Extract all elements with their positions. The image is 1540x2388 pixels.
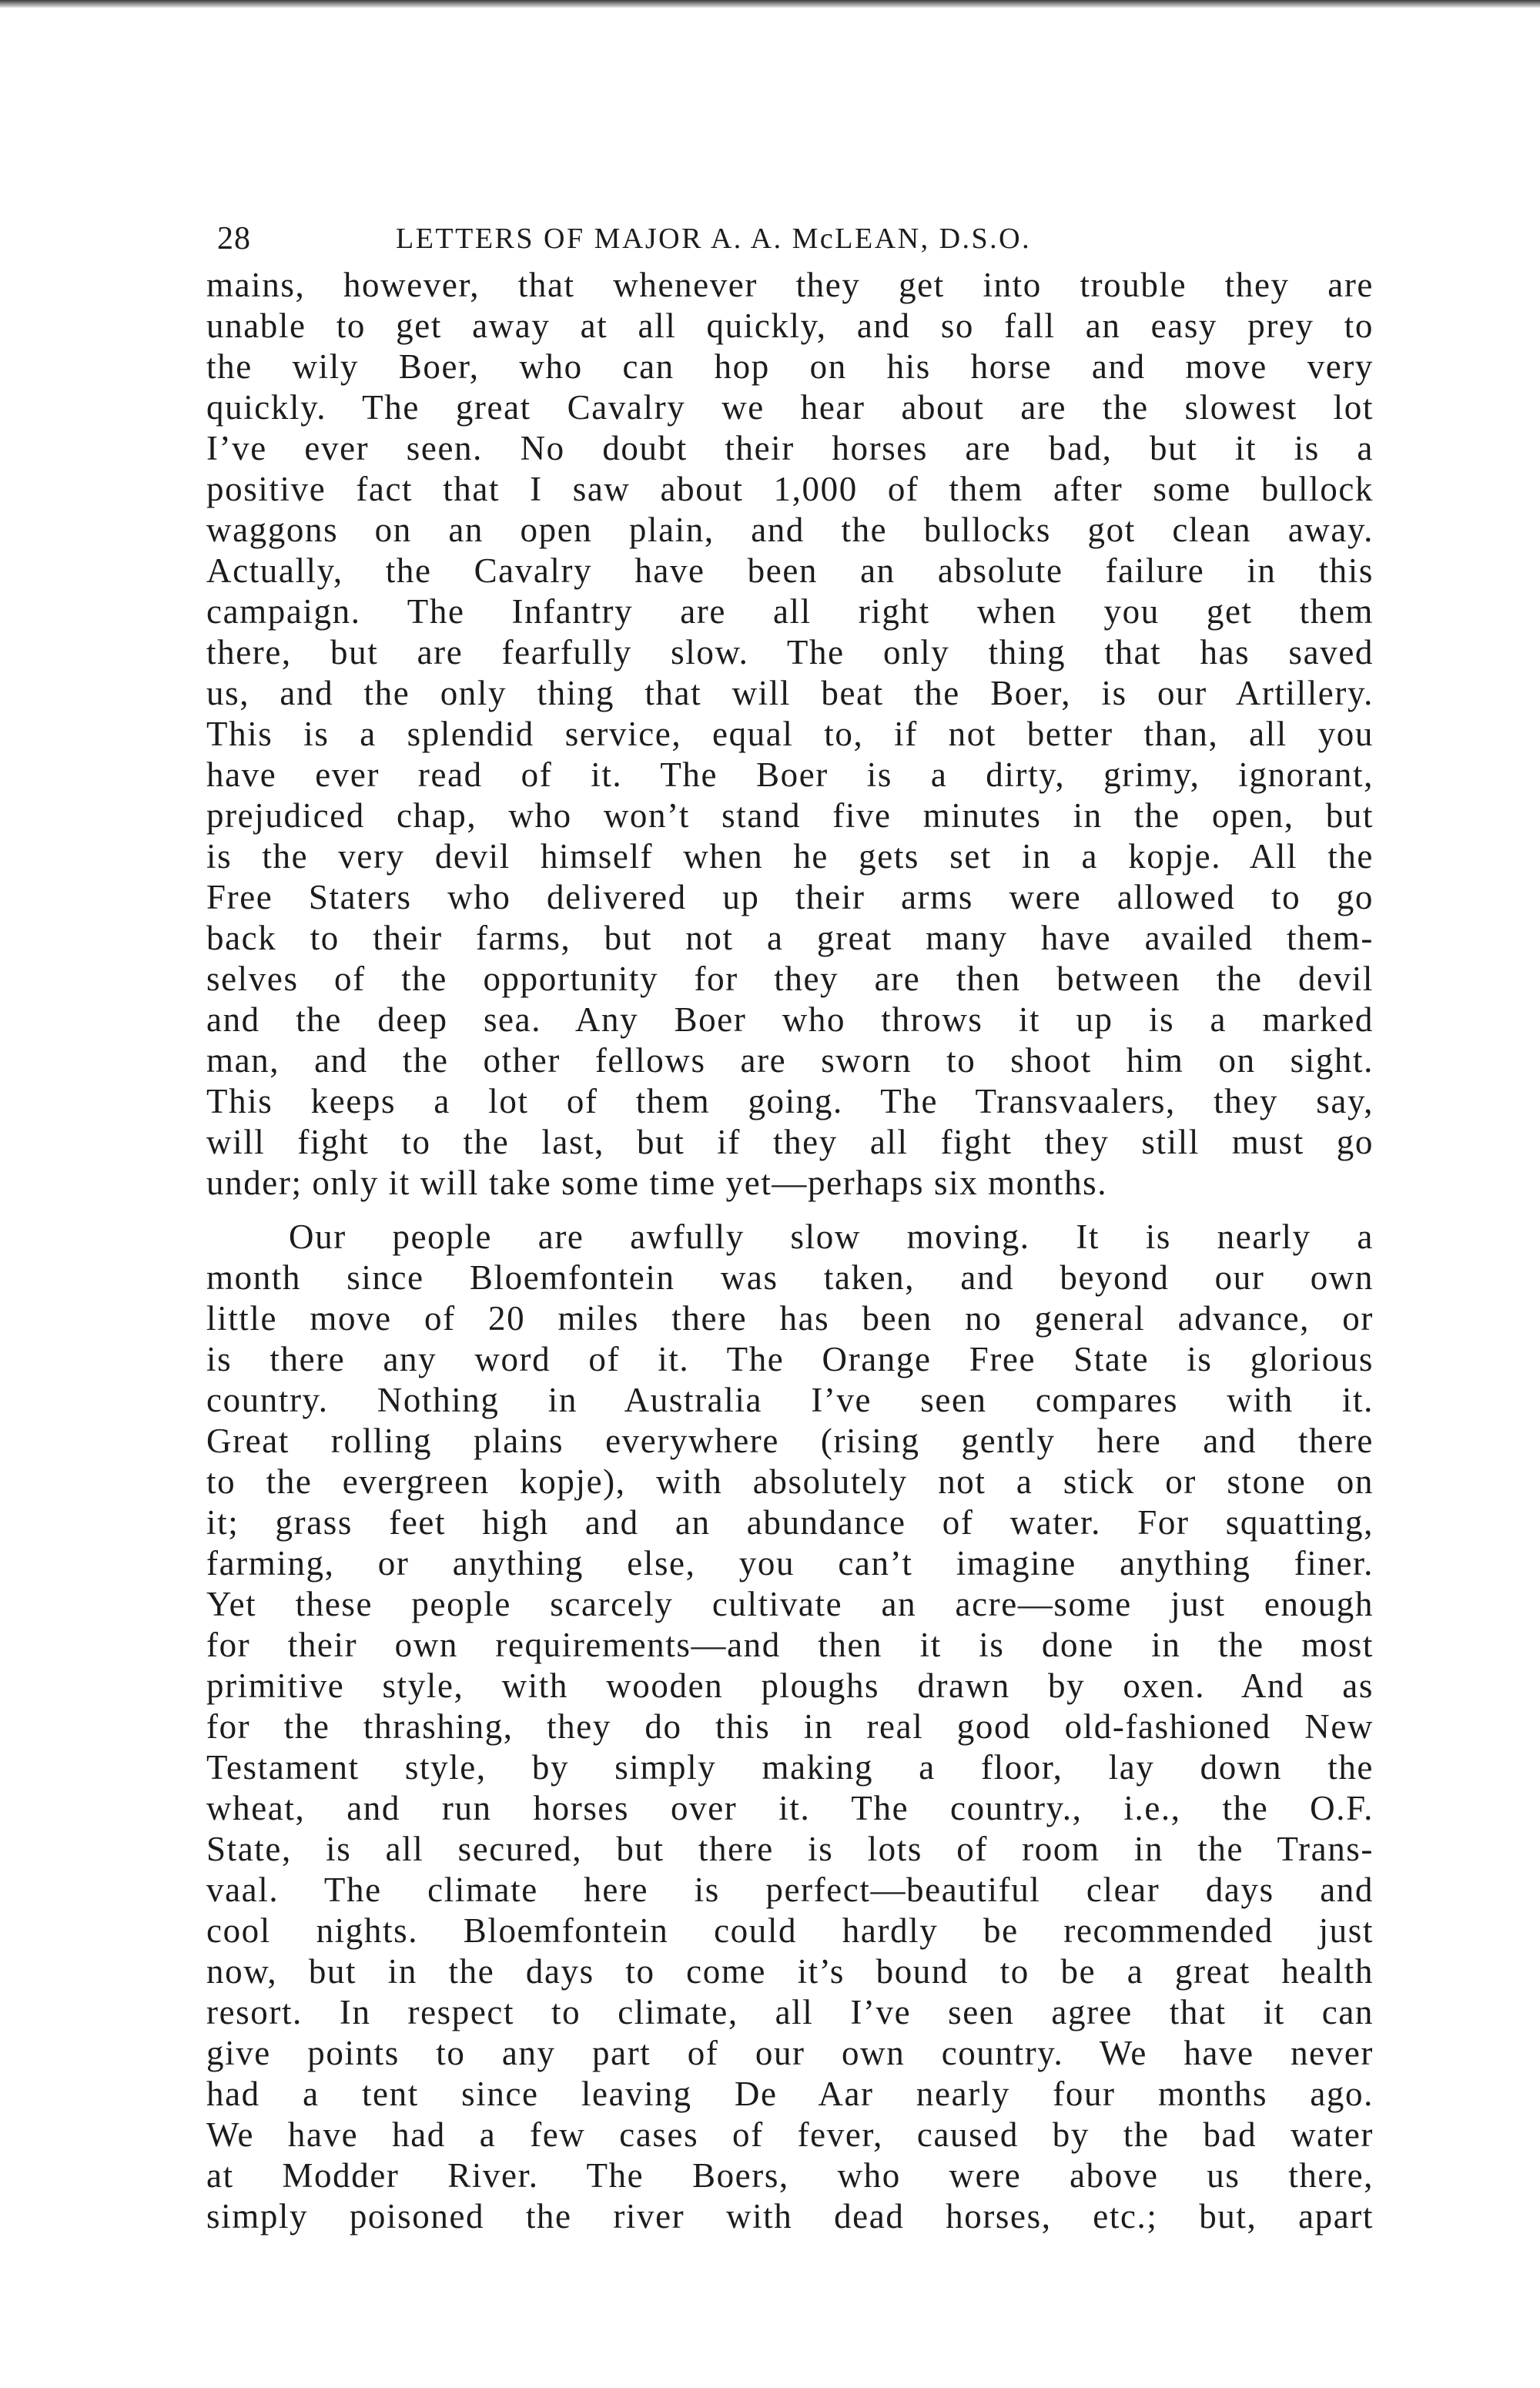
text-line: resort. In respect to climate, all I’ve seen agree that it can bbox=[206, 1993, 1374, 2031]
text-line: I’ve ever seen. No doubt their horses are bad, but it is a bbox=[206, 429, 1374, 467]
text-line: have ever read of it. The Boer is a dirty, grimy, ignorant, bbox=[206, 755, 1374, 794]
text-line: at Modder River. The Boers, who were above us there, bbox=[206, 2156, 1374, 2195]
text-line: This is a splendid service, equal to, if not better than, all you bbox=[206, 715, 1374, 753]
text-line: and the deep sea. Any Boer who throws it up is a marked bbox=[206, 1000, 1374, 1039]
text-line: had a tent since leaving De Aar nearly four months ago. bbox=[206, 2075, 1374, 2113]
text-line: prejudiced chap, who won’t stand five minutes in the open, but bbox=[206, 796, 1374, 835]
text-line: mains, however, that whenever they get into trouble they are bbox=[206, 266, 1374, 304]
paragraph-1 bbox=[206, 265, 1374, 1204]
page-number: 28 bbox=[217, 221, 251, 256]
text-line: farming, or anything else, you can’t imagine anything finer. bbox=[206, 1544, 1374, 1583]
text-line: We have had a few cases of fever, caused by the bad water bbox=[206, 2115, 1374, 2154]
text-line: Our people are awfully slow moving. It is nearly a bbox=[289, 1217, 1374, 1256]
text-line: Yet these people scarcely cultivate an acre—some just enough bbox=[206, 1585, 1374, 1623]
text-line: State, is all secured, but there is lots of room in the Trans- bbox=[206, 1830, 1374, 1868]
text-line: Testament style, by simply making a floor, lay down the bbox=[206, 1748, 1374, 1787]
text-line: selves of the opportunity for they are then between the devil bbox=[206, 960, 1374, 998]
text-line: vaal. The climate here is perfect—beautiful clear days and bbox=[206, 1871, 1374, 1909]
text-line: to the evergreen kopje), with absolutely not a stick or stone on bbox=[206, 1462, 1374, 1501]
text-line: Actually, the Cavalry have been an absolute failure in this bbox=[206, 551, 1374, 590]
running-title: LETTERS OF MAJOR A. A. McLEAN, D.S.O. bbox=[396, 223, 1032, 255]
scan-top-edge bbox=[0, 0, 1540, 8]
book-page bbox=[206, 217, 1374, 2237]
text-line: positive fact that I saw about 1,000 of them after some bullock bbox=[206, 470, 1374, 508]
text-line: little move of 20 miles there has been no general advance, or bbox=[206, 1299, 1374, 1338]
text-line: is there any word of it. The Orange Free State is glorious bbox=[206, 1340, 1374, 1378]
text-line: waggons on an open plain, and the bullocks got clean away. bbox=[206, 511, 1374, 549]
text-line: man, and the other fellows are sworn to shoot him on sight. bbox=[206, 1041, 1374, 1080]
text-line: for their own requirements—and then it is done in the most bbox=[206, 1626, 1374, 1664]
text-line: the wily Boer, who can hop on his horse and move very bbox=[206, 347, 1374, 386]
text-line: quickly. The great Cavalry we hear about are the slowest lot bbox=[206, 388, 1374, 427]
text-line: simply poisoned the river with dead horses, etc.; but, apart bbox=[206, 2197, 1374, 2236]
text-line: primitive style, with wooden ploughs drawn by oxen. And as bbox=[206, 1666, 1374, 1705]
text-line: wheat, and run horses over it. The country., i.e., the O.F. bbox=[206, 1789, 1374, 1827]
text-line: it; grass feet high and an abundance of water. For squatting, bbox=[206, 1503, 1374, 1542]
text-line: us, and the only thing that will beat the Boer, is our Artillery. bbox=[206, 674, 1374, 712]
text-line: is the very devil himself when he gets set in a kopje. All the bbox=[206, 837, 1374, 876]
text-line: country. Nothing in Australia I’ve seen compares with it. bbox=[206, 1381, 1374, 1419]
text-line: now, but in the days to come it’s bound to be a great health bbox=[206, 1952, 1374, 1991]
text-line: unable to get away at all quickly, and so fall an easy prey to bbox=[206, 306, 1374, 345]
text-line: back to their farms, but not a great many have availed them- bbox=[206, 919, 1374, 957]
text-line: This keeps a lot of them going. The Transvaalers, they say, bbox=[206, 1082, 1374, 1120]
text-line: Great rolling plains everywhere (rising gently here and there bbox=[206, 1422, 1374, 1460]
text-line: cool nights. Bloemfontein could hardly be recommended just bbox=[206, 1911, 1374, 1950]
text-line: for the thrashing, they do this in real good old-fashioned New bbox=[206, 1707, 1374, 1746]
text-line: campaign. The Infantry are all right when you get them bbox=[206, 592, 1374, 631]
paragraph-2 bbox=[206, 1217, 1374, 2237]
text-line: Free Staters who delivered up their arms were allowed to go bbox=[206, 878, 1374, 916]
page-header bbox=[206, 217, 1374, 265]
text-line: there, but are fearfully slow. The only thing that has saved bbox=[206, 633, 1374, 672]
text-line: month since Bloemfontein was taken, and beyond our own bbox=[206, 1258, 1374, 1297]
text-line: under; only it will take some time yet—perhaps six months. bbox=[206, 1164, 1108, 1202]
text-line: give points to any part of our own country. We have never bbox=[206, 2034, 1374, 2072]
text-line: will fight to the last, but if they all fight they still must go bbox=[206, 1123, 1374, 1161]
